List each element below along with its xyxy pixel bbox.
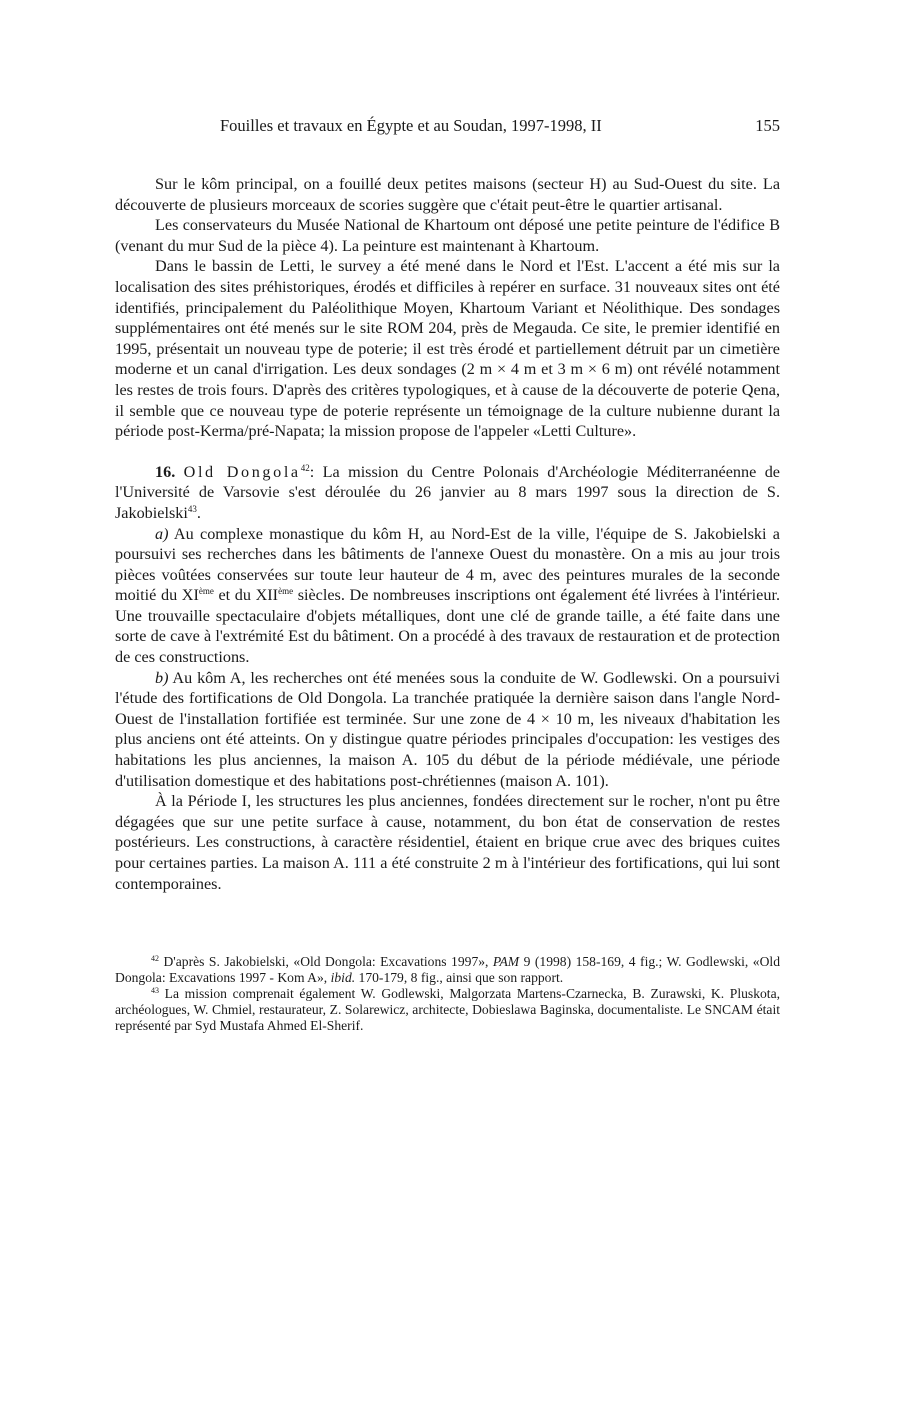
document-page [115,114,780,1034]
footnote-42-journal: PAM [492,954,520,970]
footnote-ref-42[interactable]: 42 [300,462,310,473]
paragraph-a-text-3: siècles. De nombreuses inscriptions ont également été livrées à l'intérieur. Une trouvaille spectaculaire d'objets métalliques, dont une clé de grande taille, a été faite dans une sorte de cave à l'extrémité Est du bâtiment. On a procédé à des travaux de restauration et de protection de ces constructions. [115,586,780,667]
paragraph-b-text: Au kôm A, les recherches ont été menées sous la conduite de W. Godlewski. On a poursuivi l'étude des fortifications de Old Dongola. La tranchée pratiquée la dernière saison dans l'angle Nord-Ouest de l'installation fortifiée est terminée. Sur une zone de 4 × 10 m, les niveaux d'habitation les plus anciens ont été atteints. On y distingue quatre périodes principales d'occupation: les vestiges des habitations les plus anciennes, la maison A. 105 du début de la période médiévale, une période d'utilisation domestique et des habitations post-chrétiennes (maison A. 101). [115,668,780,790]
section-number: 16. [155,462,176,481]
footnote-42-text-2: 9 (1998) 158-169, 4 fig.; W. Godlewski, «Old Dongola: Excavations 1997 - Kom A», [115,954,780,986]
section-intro-text: : La mission du Centre Polonais d'Archéologie Méditerranéenne de l'Université de Varsovie s'est déroulée du 26 janvier au 8 mars 1997 sous la direction de S. Jakobielski [115,462,780,522]
footnote-42 [115,954,780,986]
footnote-42-marker: 42 [151,954,159,964]
paragraph-periode-1: À la Période I, les structures les plus anciennes, fondées directement sur le rocher, n'ont pu être dégagées que sur une petite surface à cause, notamment, du bon état de conservation de restes postérieurs. Les constructions, à caractère résidentiel, étaient en brique crue avec des briques cuites pour certaines parties. La maison A. 111 a été construite 2 m à l'intérieur des fortifications, qui lui sont contemporaines. [115,792,780,893]
paragraph-musee-khartoum: Les conservateurs du Musée National de Khartoum ont déposé une petite peinture de l'édifice B (venant du mur Sud de la pièce 4). La peinture est maintenant à Khartoum. [115,216,780,255]
paragraph-b-kom-a [115,668,780,792]
paragraph-a-text-2: et du XII [213,586,279,605]
body-text [115,174,780,894]
superscript-eme-1: ème [198,586,214,597]
footnote-42-text-3: 170-179, 8 fig., ainsi que son rapport. [355,970,564,986]
section-site-name: Old Dongola [183,462,301,481]
footnote-43-text: La mission comprenait également W. Godlewski, Malgorzata Martens-Czarnecka, B. Zurawski, K. Pluskota, archéologues, W. Chmiel, restaurateur, Z. Solarewicz, architecte, Dobieslawa Baginska, documentaliste. Le SNCAM était représenté par Syd Mustafa Ahmed El-Sherif. [115,986,780,1034]
footnote-43 [115,986,780,1034]
footnote-43-marker: 43 [151,986,159,996]
paragraph-b-label: b) [155,668,169,687]
section-intro-end: . [196,503,201,522]
section-16-old-dongola [115,462,780,524]
footnotes [115,954,780,1034]
footnote-42-ibid: ibid. [330,970,356,986]
paragraph-kom-principal: Sur le kôm principal, on a fouillé deux petites maisons (secteur H) au Sud-Ouest du site. La découverte de plusieurs morceaux de scories suggère que c'était peut-être le quartier artisanal. [115,175,780,214]
running-header [115,114,780,138]
footnote-ref-43[interactable]: 43 [187,503,197,514]
footnote-42-text-1: D'après S. Jakobielski, «Old Dongola: Excavations 1997», [159,954,493,970]
running-title: Fouilles et travaux en Égypte et au Soudan, 1997-1998, II [220,116,602,135]
page-number: 155 [755,116,780,135]
paragraph-bassin-letti: Dans le bassin de Letti, le survey a été mené dans le Nord et l'Est. L'accent a été mis sur la localisation des sites préhistoriques, érodés et difficiles à repérer en surface. 31 nouveaux sites ont été identifiés, principalement du Paléolithique Moyen, Khartoum Variant et Néolithique. Des sondages supplémentaires ont été menés sur le site ROM 204, près de Megauda. Ce site, le premier identifié en 1995, présentait un nouveau type de poterie; il est très érodé et partiellement détruit par un cimetière moderne et un canal d'irrigation. Les deux sondages (2 m × 4 m et 3 m × 6 m) ont révélé notamment les restes de trois fours. D'après des critères typologiques, et à cause de la découverte de poterie Qena, il semble que ce nouveau type de poterie représente un témoignage de la culture nubienne durant la période post-Kerma/pré-Napata; la mission propose de l'appeler «Letti Culture». [115,257,780,441]
paragraph-a-text-1: Au complexe monastique du kôm H, au Nord-Est de la ville, l'équipe de S. Jakobielski a poursuivi ses recherches dans les bâtiments de l'annexe Ouest du monastère. On a mis au jour trois pièces voûtées conservées sur toute leur hauteur de 4 m, avec des peintures murales de la seconde moitié du XI [115,524,780,605]
superscript-eme-2: ème [278,586,294,597]
paragraph-a-label: a) [155,524,169,543]
paragraph-a-kom-h [115,524,780,668]
